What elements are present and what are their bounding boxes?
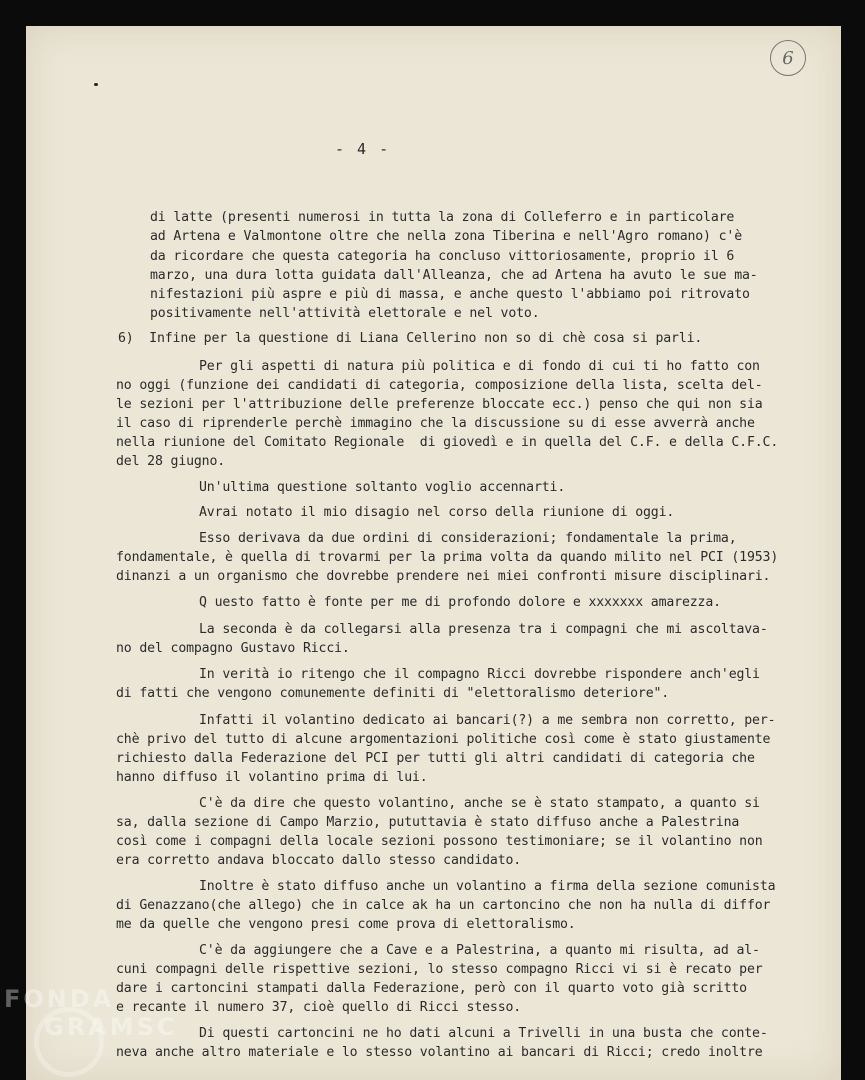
text-line: no del compagno Gustavo Ricci.: [116, 641, 350, 656]
page-title: - 4 -: [335, 140, 391, 158]
text-line: richiesto dalla Federazione del PCI per tutti gli altri candidati di categoria che: [116, 751, 755, 766]
handwritten-page-number: 6: [770, 40, 806, 76]
text-line: Per gli aspetti di natura più politica e di fondo di cui ti ho fatto con: [199, 359, 760, 374]
text-line: era corretto andava bloccato dallo stesso candidato.: [116, 853, 522, 868]
text-line: e recante il numero 37, cioè quello di Ricci stesso.: [116, 1000, 522, 1015]
text-line: di fatti che vengono comunemente definiti di "elettoralismo deteriore".: [116, 686, 670, 701]
text-line: dare i cartoncini stampati dalla Federazione, però con il quarto voto già scritto: [116, 981, 747, 996]
text-line: fondamentale, è quella di trovarmi per la prima volta da quando milito nel PCI (1953): [116, 550, 779, 565]
text-line: In verità io ritengo che il compagno Ricci dovrebbe rispondere anch'egli: [199, 667, 760, 682]
text-line: cuni compagni delle rispettive sezioni, lo stesso compagno Ricci vi si è recato per: [116, 962, 763, 977]
text-line: da ricordare che questa categoria ha concluso vittoriosamente, proprio il 6: [150, 249, 735, 264]
ink-speck: [94, 83, 98, 86]
text-line: me da quelle che vengono presi come prova di elettoralismo.: [116, 917, 576, 932]
text-line: Esso derivava da due ordini di considerazioni; fondamentale la prima,: [199, 531, 737, 546]
text-line: le sezioni per l'attribuzione delle preferenze bloccate ecc.) penso che qui non sia: [116, 397, 763, 412]
text-line: 6) Infine per la questione di Liana Cellerino non so di chè cosa si parli.: [118, 331, 703, 346]
watermark-line-2: GRAMSC: [44, 1013, 178, 1041]
text-line: chè privo del tutto di alcune argomentazioni politiche così come è stato giustamente: [116, 732, 771, 747]
text-line: La seconda è da collegarsi alla presenza tra i compagni che mi ascoltava-: [199, 622, 768, 637]
text-line: Di questi cartoncini ne ho dati alcuni a Trivelli in una busta che conte-: [199, 1026, 768, 1041]
text-line: Infatti il volantino dedicato ai bancari(?) a me sembra non corretto, per-: [199, 713, 776, 728]
text-line: ad Artena e Valmontone oltre che nella zona Tiberina e nell'Agro romano) c'è: [150, 229, 743, 244]
text-line: Un'ultima questione soltanto voglio accennarti.: [199, 480, 566, 495]
text-line: Q uesto fatto è fonte per me di profondo dolore e xxxxxxx amarezza.: [199, 595, 721, 610]
text-line: Inoltre è stato diffuso anche un volantino a firma della sezione comunista: [199, 879, 776, 894]
text-line: neva anche altro materiale e lo stesso volantino ai bancari di Ricci; credo inoltre: [116, 1045, 763, 1060]
text-line: hanno diffuso il volantino prima di lui.: [116, 770, 428, 785]
text-line: C'è da dire che questo volantino, anche se è stato stampato, a quanto si: [199, 796, 760, 811]
text-line: Avrai notato il mio disagio nel corso della riunione di oggi.: [199, 505, 675, 520]
text-line: il caso di riprenderle perchè immagino che la discussione su di esse avverrà anche: [116, 416, 755, 431]
text-line: di latte (presenti numerosi in tutta la zona di Colleferro e in particolare: [150, 210, 735, 225]
text-line: sa, dalla sezione di Campo Marzio, pututtavia è stato diffuso anche a Palestrina: [116, 815, 740, 830]
text-line: C'è da aggiungere che a Cave e a Palestrina, a quanto mi risulta, ad al-: [199, 943, 760, 958]
text-line: così come i compagni della locale sezioni possono testimoniare; se il volantino non: [116, 834, 763, 849]
text-line: marzo, una dura lotta guidata dall'Alleanza, che ad Artena ha avuto le sue ma-: [150, 268, 758, 283]
text-line: no oggi (funzione dei candidati di categoria, composizione della lista, scelta del-: [116, 378, 763, 393]
text-line: positivamente nell'attività elettorale e nel voto.: [150, 306, 540, 321]
archive-watermark: [4, 985, 178, 1041]
watermark-line-1: FONDA: [4, 985, 115, 1013]
text-line: del 28 giugno.: [116, 454, 226, 469]
text-line: nella riunione del Comitato Regionale di giovedì e in quella del C.F. e della C.F.C.: [116, 435, 779, 450]
text-line: nifestazioni più aspre e più di massa, e anche questo l'abbiamo poi ritrovato: [150, 287, 750, 302]
text-line: dinanzi a un organismo che dovrebbe prendere nei miei confronti misure disciplinari.: [116, 569, 771, 584]
text-line: di Genazzano(che allego) che in calce ak ha un cartoncino che non ha nulla di diffor: [116, 898, 771, 913]
